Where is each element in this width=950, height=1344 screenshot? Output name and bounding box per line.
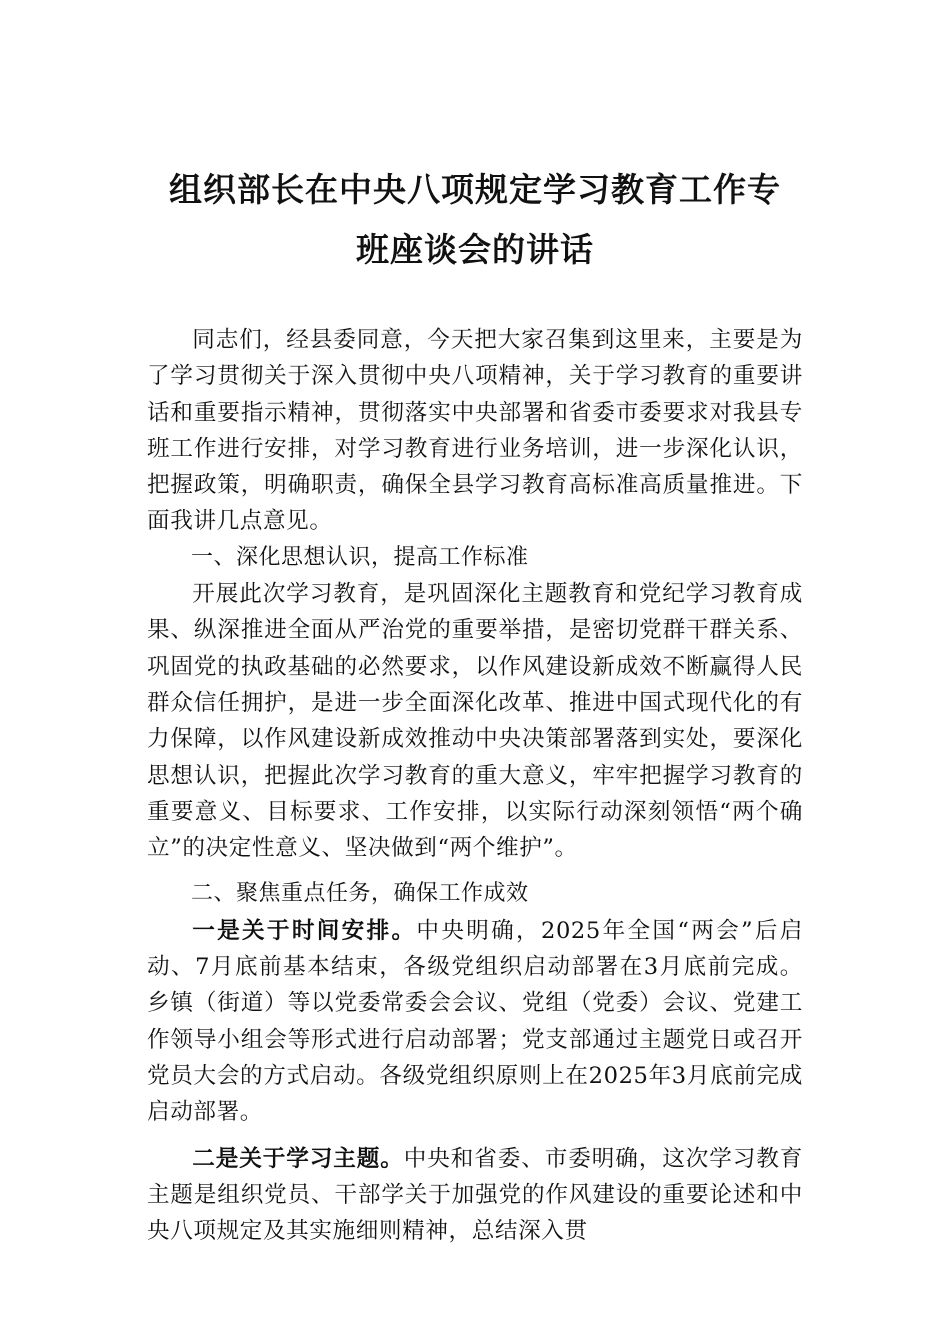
section-heading-1: 一、深化思想认识，提高工作标准 [191, 544, 529, 570]
intro-paragraph: 同志们，经县委同意，今天把大家召集到这里来，主要是为了学习贯彻关于深入贯彻中央八项精神，关于学习教育的重要讲话和重要指示精神，贯彻落实中央部署和省委市委要求对我县专班工作进行安排，对学习教育进行业务培训，进一步深化认识，把握政策，明确职责，确保全县学习教育高标准高质量推进。下面我讲几点意见。 [147, 327, 803, 535]
item-text: 中央和省委、市委明确，这次学习教育主题是组织党员、干部学关于加强党的作风建设的重要论述和中央八项规定及其实施细则精神，总结深入贯 [147, 1145, 803, 1245]
title-line-1: 组织部长在中央八项规定学习教育工作专 [169, 170, 781, 209]
item-study-theme [147, 1141, 803, 1250]
item-lead: 一是关于时间安排。 [192, 917, 417, 944]
document-body [147, 322, 803, 1249]
section-1-paragraph: 开展此次学习教育，是巩固深化主题教育和党纪学习教育成果、纵深推进全面从严治党的重要举措，是密切党群干群关系、巩固党的执政基础的必然要求，以作风建设新成效不断赢得人民群众信任拥护，是进一步全面深化改革、推进中国式现代化的有力保障，以作风建设新成效推动中央决策部署落到实处，要深化思想认识，把握此次学习教育的重大意义，牢牢把握学习教育的重要意义、目标要求、工作安排，以实际行动深刻领悟“两个确立”的决定性意义、坚决做到“两个维护”。 [147, 581, 803, 862]
section-heading-2: 二、聚焦重点任务，确保工作成效 [191, 881, 529, 907]
item-time-arrangement [147, 913, 803, 1131]
title-line-2: 班座谈会的讲话 [356, 230, 594, 269]
item-lead: 二是关于学习主题。 [192, 1145, 404, 1172]
item-text: 中央明确，2025年全国“两会”后启动、7月底前基本结束，各级党组织启动部署在3月底前完成。乡镇（街道）等以党委常委会会议、党组（党委）会议、党建工作领导小组会等形式进行启动部署；党支部通过主题党日或召开党员大会的方式启动。各级党组织原则上在2025年3月底前完成启动部署。 [147, 917, 803, 1126]
document-title [147, 0, 803, 280]
